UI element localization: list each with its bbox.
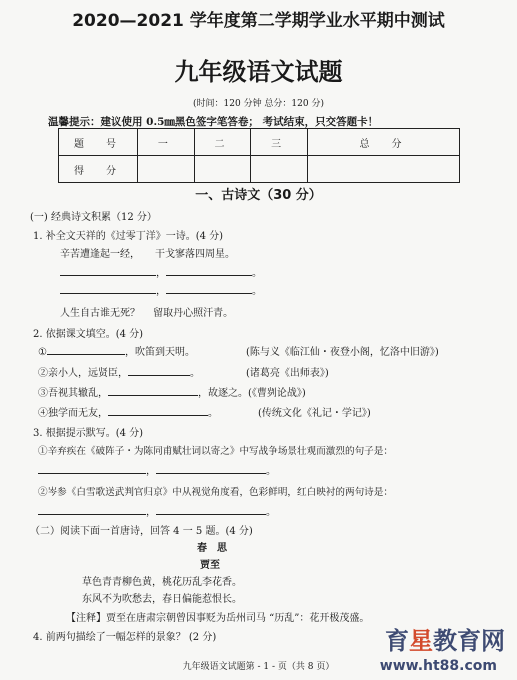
score-header-cell: 二 [194,129,251,156]
poem-line2: 东风不为吹愁去，春日偏能惹恨长。 [82,594,242,605]
time-info: (时间：120 分钟 总分：120 分) [193,99,324,109]
score-header-cell: 一 [138,129,195,156]
watermark-text-b: 教育网 [433,627,505,655]
q2-d-text: ④独学而无友， [38,408,108,419]
poem-line1: 草色青青柳色黄，桃花历乱李花香。 [82,577,242,588]
watermark-logo [385,621,505,656]
q3-item-a: ①辛弃疾在《破阵子・为陈同甫赋壮词以寄之》中写战争场景壮观而激烈的句子是： [38,446,393,457]
q2-a-text: ，吹笛到天明。 [124,347,195,358]
answer-blank[interactable] [38,473,146,474]
score-cell [307,156,459,183]
q2-item-d: ④独学而无友， 。 [38,408,218,419]
q1-poem-line2: 人生自古谁无死？ 留取丹心照汗青。 [60,308,234,319]
score-table [58,128,460,183]
watermark-text-a: 育 [385,627,409,655]
answer-blank[interactable] [128,375,190,376]
answer-blank[interactable] [47,354,125,355]
q1-prompt: 1. 补全文天祥的《过零丁洋》一诗。(4 分) [33,231,224,242]
q2-d-source: (传统文化《礼记・学记》) [258,408,371,419]
score-cell [194,156,251,183]
q3-a-blanks: ， 。 [38,462,276,477]
score-table-header-row [59,129,460,156]
score-table-score-row [59,156,460,183]
part2-heading: （二）阅读下面一首唐诗，回答 4 一 5 题。(4 分) [30,526,253,537]
q3-b-blanks: ， 。 [38,503,276,518]
answer-blank[interactable] [166,275,252,276]
poem-note: 【注释】贾至在唐肃宗朝曾因事贬为岳州司马 “历乱”：花开极茂盛。 [66,613,370,624]
school-year-title: 2020—2021 学年度第二学期学业水平期中测试 [72,11,445,31]
score-header-cell: 三 [251,129,308,156]
q3-prompt: 3. 根据提示默写。(4 分) [33,428,144,439]
section-title: 一、古诗文（30 分） [195,188,322,203]
exam-title: 九年级语文试题 [174,57,343,86]
q2-b-source: (诸葛亮《出师表》) [246,368,329,379]
q2-item-a [38,343,195,358]
score-header-cell: 总 分 [307,129,459,156]
poem-author: 贾至 [200,560,220,571]
q2-a-source: (陈与义《临江仙・夜登小阁，忆洛中旧游》) [246,347,439,358]
q2-c-text2: ，故逐之。(《曹刿论战》) [198,388,306,399]
q2-item-c [38,384,306,399]
q1-blank-row2: ， 。 [60,282,262,297]
instruction-tip: 温馨提示：建议使用 0.5㎜黑色签字笔答卷； 考试结束，只交答题卡！ [48,116,379,128]
q1-blank-row1: ， 。 [60,264,262,279]
poem-title: 春 思 [197,543,227,554]
q2-c-text: ③吾视其辙乱， [38,388,108,399]
answer-blank[interactable] [156,473,266,474]
watermark-star-char: 星 [409,627,433,655]
score-row-label: 得 分 [59,156,138,183]
answer-blank[interactable] [156,514,266,515]
answer-blank[interactable] [38,514,146,515]
q1-poem-line1: 辛苦遭逢起一经， 干戈寥落四周星。 [60,249,235,260]
watermark-url: www.ht88.com [379,658,497,674]
q2-item-b: ②亲小人，远贤臣， 。 [38,368,200,379]
answer-blank[interactable] [108,395,198,396]
answer-blank[interactable] [108,415,208,416]
part1-heading: (一) 经典诗文积累（12 分） [30,212,157,223]
q3-item-b: ②岑参《白雪歌送武判官归京》中从视觉角度看，色彩鲜明，红白映衬的两句诗是： [38,487,393,498]
answer-blank[interactable] [166,293,252,294]
answer-blank[interactable] [60,275,156,276]
answer-blank[interactable] [60,293,156,294]
score-cell [251,156,308,183]
q2-a-prefix: ① [38,347,47,358]
page-footer: 九年级语文试题第 - 1 - 页（共 8 页） [182,662,335,672]
score-cell [138,156,195,183]
q4-prompt: 4. 前两句描绘了一幅怎样的景象？ (2 分) [33,632,217,643]
q2-prompt: 2. 依据课文填空。(4 分) [33,329,144,340]
q2-b-text: ②亲小人，远贤臣， [38,368,128,379]
score-header-cell: 题 号 [59,129,138,156]
